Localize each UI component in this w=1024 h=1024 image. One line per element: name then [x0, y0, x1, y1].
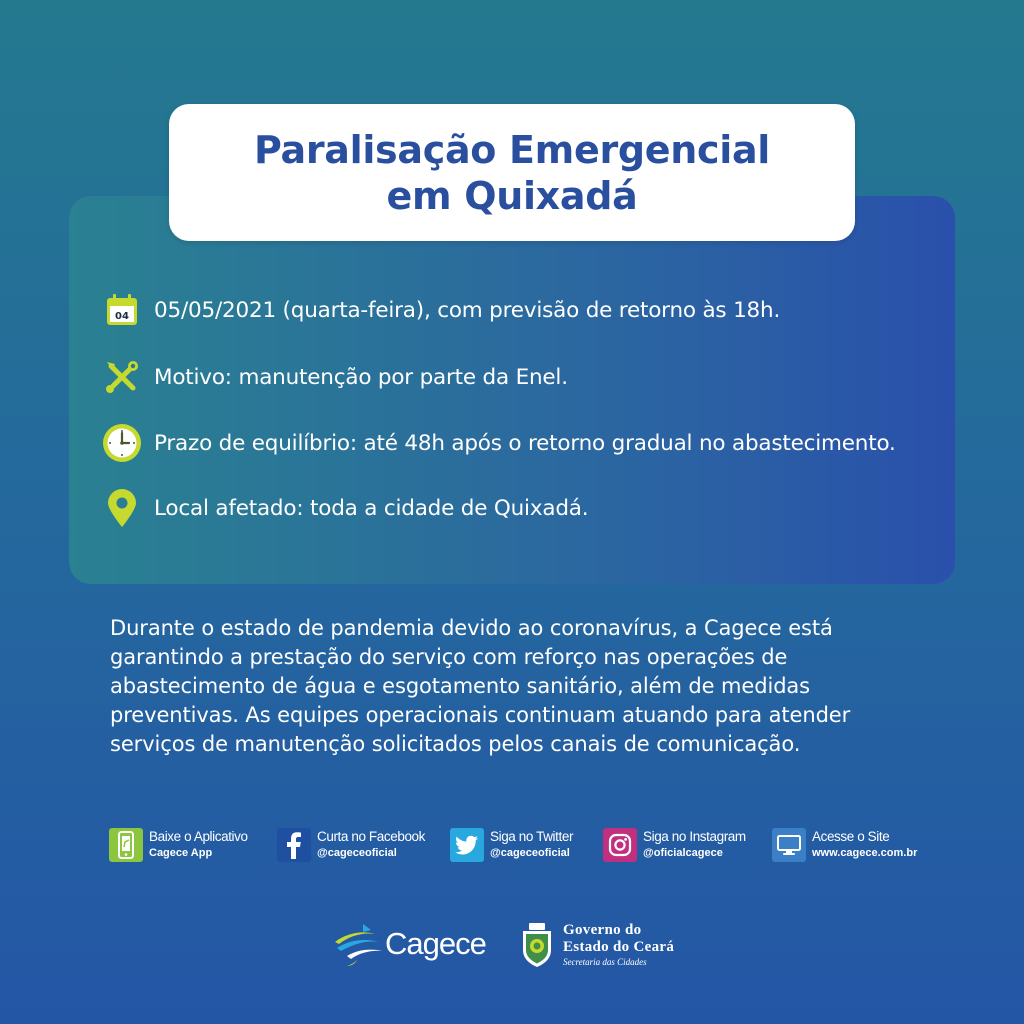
paragraph-line: garantindo a prestação do serviço com reforço nas operações de	[110, 645, 788, 669]
social-website-text	[812, 828, 917, 860]
info-row-deadline	[102, 423, 896, 463]
social-app-label: Baixe o Aplicativo	[149, 829, 248, 844]
ceara-coat-of-arms-icon	[519, 922, 555, 968]
twitter-icon	[450, 828, 484, 862]
social-facebook-label: Curta no Facebook	[317, 829, 426, 844]
social-website-label: Acesse o Site	[812, 829, 890, 844]
mobile-app-icon	[109, 828, 143, 862]
info-row-reason	[102, 357, 568, 397]
gov-line-2: Estado do Ceará	[563, 939, 675, 955]
social-twitter[interactable]	[450, 828, 573, 862]
paragraph-line: serviços de manutenção solicitados pelos canais de comunicação.	[110, 732, 801, 756]
social-instagram-handle: @oficialcagece	[643, 847, 723, 859]
info-row-date	[102, 290, 780, 330]
cagece-logo	[333, 920, 486, 968]
calendar-icon	[102, 290, 142, 330]
social-instagram-label: Siga no Instagram	[643, 829, 746, 844]
calendar-day-badge: 04	[115, 311, 129, 322]
social-twitter-handle: @cageceoficial	[490, 847, 570, 859]
clock-icon	[102, 423, 142, 463]
governo-ceara-logo	[519, 922, 674, 968]
facebook-icon	[277, 828, 311, 862]
social-app-text	[149, 828, 248, 860]
gov-line-1: Governo do	[563, 922, 642, 938]
info-row-location	[102, 488, 588, 528]
instagram-icon	[603, 828, 637, 862]
map-pin-icon	[102, 488, 142, 528]
social-website[interactable]	[772, 828, 917, 862]
social-twitter-text	[490, 828, 573, 860]
social-app-handle: Cagece App	[149, 847, 213, 859]
social-facebook-handle: @cageceoficial	[317, 847, 397, 859]
tools-icon	[102, 357, 142, 397]
social-website-handle: www.cagece.com.br	[812, 847, 918, 859]
social-twitter-label: Siga no Twitter	[490, 829, 574, 844]
cagece-logo-mark	[333, 920, 387, 968]
website-icon	[772, 828, 806, 862]
gov-line-3: Secretaria das Cidades	[563, 957, 647, 967]
social-facebook-text	[317, 828, 425, 860]
social-instagram-text	[643, 828, 746, 860]
info-location-text: Local afetado: toda a cidade de Quixadá.	[154, 495, 589, 521]
info-reason-text: Motivo: manutenção por parte da Enel.	[154, 364, 568, 390]
governo-ceara-text	[563, 922, 674, 968]
paragraph-line: preventivas. As equipes operacionais continuam atuando para atender	[110, 703, 851, 727]
notice-paragraph	[110, 614, 910, 759]
info-date-text: 05/05/2021 (quarta-feira), com previsão de retorno às 18h.	[154, 297, 781, 323]
page-title-line-1: Paralisação Emergencial	[253, 127, 771, 172]
social-app[interactable]	[109, 828, 248, 862]
page-title-line-2: em Quixadá	[386, 173, 638, 218]
social-instagram[interactable]	[603, 828, 746, 862]
title-box	[169, 104, 855, 241]
paragraph-line: Durante o estado de pandemia devido ao coronavírus, a Cagece está	[110, 616, 833, 640]
social-facebook[interactable]	[277, 828, 425, 862]
cagece-logo-text: Cagece	[385, 926, 486, 961]
paragraph-line: abastecimento de água e esgotamento sanitário, além de medidas	[110, 674, 811, 698]
info-deadline-text: Prazo de equilíbrio: até 48h após o retorno gradual no abastecimento.	[154, 430, 896, 456]
